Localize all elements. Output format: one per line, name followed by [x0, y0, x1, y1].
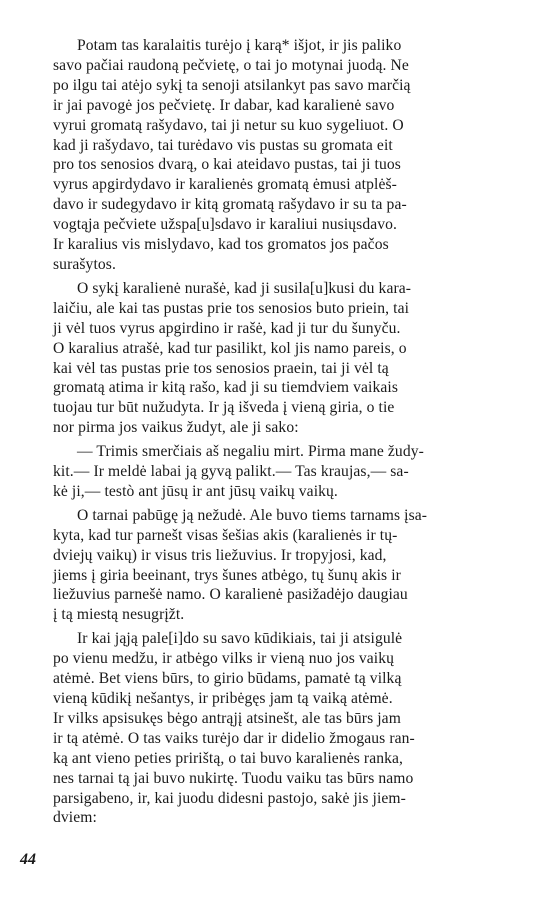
text-line: po ilgu tai atėjo sykį ta senoji atsilankyt pas savo marčią [53, 76, 411, 94]
text-line: tuojau tur būt nužudyta. Ir ją išveda į vieną giria, o tie [53, 399, 395, 417]
text-line: surašytos. [53, 255, 116, 273]
text-line: gromatą atima ir kitą rašo, kad ji su tiemdviem vaikais [53, 379, 399, 397]
text-line: davo ir sudegydavo ir kitą gromatą rašydavo ir su ta pa- [53, 196, 407, 214]
text-line: kyta, kad tur parnešt visas šešias akis (karalienės ir tų- [53, 526, 398, 544]
text-line: Ir vilks apsisukęs bėgo antrąjį atsinešt, ale tas būrs jam [53, 709, 401, 727]
text-line: atėmė. Bet viens būrs, to girio būdams, pamatė tą vilką [53, 670, 402, 688]
text-line: vyrui gromatą rašydavo, tai ji netur su kuo sygeliuot. O [53, 116, 404, 134]
text-line: vogtąja pečviete užspa[u]sdavo ir karaliui nusiųsdavo. [53, 216, 398, 234]
text-line: parsigabeno, ir, kai juodu didesni pastojo, sakė jis jiem- [53, 789, 406, 807]
text-line: kad ji rašydavo, tai turėdavo vis pustas su gromata eit [53, 136, 393, 154]
paragraph-4 [53, 506, 523, 625]
text-line: vieną kūdikį nešantys, ir pribėgęs jam tą vaiką atėmė. [53, 690, 393, 707]
text-line: ji vėl tuos vyrus apgirdino ir rašė, kad ji tur du šunyču. [53, 319, 401, 337]
text-line: į tą miestą nesugrįžt. [53, 606, 185, 624]
text-line: pro tos senosios dvarą, o kai ateidavo pustas, tai ji tuos [53, 156, 401, 174]
text-line: O karalius atrašė, kad tur pasilikt, kol jis namo pareis, o [53, 339, 407, 357]
text-line: kit.— Ir meldė labai ją gyvą palikt.— Tas kraujas,— sa- [53, 463, 409, 481]
text-line: kai vėl tas pustas prie tos senosios praein, tai ji vėl tą [53, 359, 389, 377]
text-line: kė ji,— testò ant jūsų ir ant jūsų vaikų vaikų. [53, 482, 338, 500]
text-line: Ir kai jąją pale[i]do su savo kūdikiais, tai ji atsigulė [77, 630, 403, 648]
text-line: laičiu, ale kai tas pustas prie tos senosios buto priein, tai [53, 299, 410, 317]
paragraph-2 [53, 279, 523, 438]
text-line: liežuvius parnešė namo. O karalienė pasižadėjo daugiau [53, 586, 408, 604]
text-line: dviem: [53, 809, 97, 827]
text-line: O sykį karalienė nurašė, kad ji susila[u]kusi du kara- [77, 279, 412, 297]
text-line: savo pačiai raudoną pečvietę, o tai jo motynai juodą. Ne [53, 56, 409, 74]
paragraph-1 [53, 36, 523, 275]
text-line: po vienu medžu, ir atbėgo vilks ir vieną nuo jos vaikų [53, 650, 395, 668]
text-line: Ir karalius vis mislydavo, kad tos gromatos jos pačos [53, 236, 389, 254]
text-line: Potam tas karalaitis turėjo į karą* išjot, ir jis paliko [77, 37, 402, 54]
book-page-text [53, 36, 523, 828]
paragraph-5 [53, 629, 523, 828]
page-number: 44 [20, 851, 36, 868]
text-line: ir jai pavogė jos pečvietę. Ir dabar, kad karalienė savo [53, 96, 395, 114]
text-line: ir tą atėmė. O tas vaiks turėjo dar ir didelio žmogaus ran- [53, 729, 415, 747]
text-line: vyrus apgirdydavo ir karalienės gromatą ėmusi atplėš- [53, 176, 397, 194]
text-line: nes tarnai tą jai buvo nukirtę. Tuodu vaiku tas būrs namo [53, 769, 414, 787]
text-line: jiems į giria beeinant, trys šunes atbėgo, tų šunų akis ir [53, 566, 401, 584]
text-line: ką ant vieno peties pririštą, o tai buvo karalienės ranka, [53, 749, 404, 767]
paragraph-3 [53, 442, 523, 502]
text-line: nor pirma jos vaikus žudyt, ale ji sako: [53, 419, 299, 437]
text-line: dviejų vaikų) ir visus tris liežuvius. Ir tropyjosi, kad, [53, 546, 387, 564]
text-line: — Trimis smerčiais aš negaliu mirt. Pirma mane žudy- [77, 443, 424, 461]
text-line: O tarnai pabūgę ją nežudė. Ale buvo tiems tarnams įsa- [77, 506, 428, 524]
